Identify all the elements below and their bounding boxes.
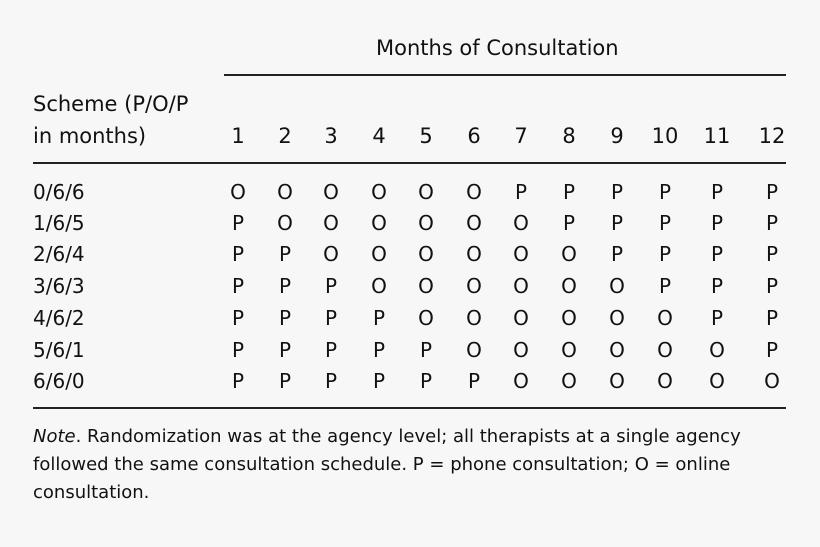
table-cell: P xyxy=(658,180,672,204)
month-header-2: 2 xyxy=(278,124,292,148)
table-cell: P xyxy=(765,306,779,330)
table-cell: P xyxy=(710,180,724,204)
table-cell: O xyxy=(371,211,387,235)
table-cell: O xyxy=(513,306,529,330)
row-scheme-label: 1/6/5 xyxy=(33,211,85,235)
table-cell: O xyxy=(561,242,577,266)
table-cell: O xyxy=(609,306,625,330)
table-cell: O xyxy=(323,180,339,204)
row-scheme-label: 3/6/3 xyxy=(33,274,85,298)
table-cell: O xyxy=(466,306,482,330)
table-cell: O xyxy=(709,369,725,393)
table-cell: O xyxy=(764,369,780,393)
table-cell: O xyxy=(230,180,246,204)
table-cell: P xyxy=(467,369,481,393)
spanning-header-rule xyxy=(224,74,786,76)
table-cell: P xyxy=(710,211,724,235)
table-cell: O xyxy=(561,306,577,330)
table-cell: P xyxy=(610,242,624,266)
month-header-10: 10 xyxy=(651,124,679,148)
table-cell: P xyxy=(231,369,245,393)
month-header-8: 8 xyxy=(562,124,576,148)
note-label: Note xyxy=(33,426,76,447)
table-cell: O xyxy=(561,338,577,362)
table-cell: P xyxy=(278,274,292,298)
row-scheme-label: 5/6/1 xyxy=(33,338,85,362)
table-cell: P xyxy=(231,306,245,330)
table-cell: P xyxy=(610,211,624,235)
table-cell: P xyxy=(658,211,672,235)
month-header-5: 5 xyxy=(419,124,433,148)
table-cell: P xyxy=(231,338,245,362)
header-bottom-rule xyxy=(33,162,786,164)
table-cell: P xyxy=(372,306,386,330)
table-cell: O xyxy=(371,242,387,266)
month-header-1: 1 xyxy=(231,124,245,148)
table-cell: O xyxy=(371,180,387,204)
table-cell: O xyxy=(609,369,625,393)
table-cell: P xyxy=(419,338,433,362)
table-cell: O xyxy=(513,274,529,298)
note-text: . Randomization was at the agency level; all therapists at a single agency followed the same consultation schedule. P = phone consultation; O = online consultation. xyxy=(33,426,741,503)
month-header-4: 4 xyxy=(372,124,386,148)
table-cell: O xyxy=(657,306,673,330)
table-cell: O xyxy=(323,211,339,235)
stub-header-line2: in months) xyxy=(33,124,147,148)
row-scheme-label: 4/6/2 xyxy=(33,306,85,330)
table-cell: O xyxy=(657,369,673,393)
row-scheme-label: 6/6/0 xyxy=(33,369,85,393)
row-scheme-label: 2/6/4 xyxy=(33,242,85,266)
table-cell: P xyxy=(765,242,779,266)
table-cell: P xyxy=(562,211,576,235)
table-cell: O xyxy=(561,274,577,298)
table-cell: P xyxy=(324,274,338,298)
table-cell: O xyxy=(609,338,625,362)
month-header-6: 6 xyxy=(467,124,481,148)
month-header-9: 9 xyxy=(610,124,624,148)
table-cell: P xyxy=(562,180,576,204)
month-header-12: 12 xyxy=(758,124,786,148)
spanning-header: Months of Consultation xyxy=(376,36,619,60)
stub-header-line1: Scheme (P/O/P xyxy=(33,92,189,116)
table-cell: O xyxy=(657,338,673,362)
table-cell: P xyxy=(278,338,292,362)
table-cell: P xyxy=(231,274,245,298)
table-cell: O xyxy=(277,180,293,204)
table-cell: O xyxy=(513,242,529,266)
table-cell: P xyxy=(278,306,292,330)
table-cell: P xyxy=(324,369,338,393)
table-cell: O xyxy=(513,369,529,393)
table-cell: O xyxy=(418,274,434,298)
month-header-3: 3 xyxy=(324,124,338,148)
table-cell: P xyxy=(710,242,724,266)
table-cell: O xyxy=(418,180,434,204)
table-cell: P xyxy=(231,211,245,235)
table-cell: O xyxy=(418,306,434,330)
table-cell: O xyxy=(513,211,529,235)
table-cell: O xyxy=(466,242,482,266)
table-cell: O xyxy=(277,211,293,235)
table-cell: O xyxy=(609,274,625,298)
table-cell: P xyxy=(658,274,672,298)
table-cell: O xyxy=(466,211,482,235)
table-cell: P xyxy=(765,180,779,204)
month-header-11: 11 xyxy=(703,124,731,148)
table-cell: O xyxy=(371,274,387,298)
table-cell: O xyxy=(418,211,434,235)
table-cell: P xyxy=(278,242,292,266)
table-cell: O xyxy=(561,369,577,393)
table-cell: P xyxy=(324,338,338,362)
table-cell: P xyxy=(324,306,338,330)
table-cell: O xyxy=(466,338,482,362)
table-cell: P xyxy=(658,242,672,266)
table-cell: O xyxy=(323,242,339,266)
table-cell: O xyxy=(709,338,725,362)
table-cell: P xyxy=(765,338,779,362)
table-cell: O xyxy=(466,274,482,298)
table-cell: P xyxy=(710,306,724,330)
table-cell: P xyxy=(372,369,386,393)
table-cell: P xyxy=(231,242,245,266)
table-cell: O xyxy=(418,242,434,266)
table-cell: P xyxy=(278,369,292,393)
table-cell: P xyxy=(514,180,528,204)
table-cell: P xyxy=(710,274,724,298)
table-cell: O xyxy=(513,338,529,362)
table-note xyxy=(33,423,793,507)
table-cell: P xyxy=(419,369,433,393)
month-header-7: 7 xyxy=(514,124,528,148)
table-cell: P xyxy=(372,338,386,362)
table-bottom-rule xyxy=(33,407,786,409)
table-cell: P xyxy=(610,180,624,204)
table-cell: P xyxy=(765,274,779,298)
table-cell: O xyxy=(466,180,482,204)
row-scheme-label: 0/6/6 xyxy=(33,180,85,204)
table-cell: P xyxy=(765,211,779,235)
